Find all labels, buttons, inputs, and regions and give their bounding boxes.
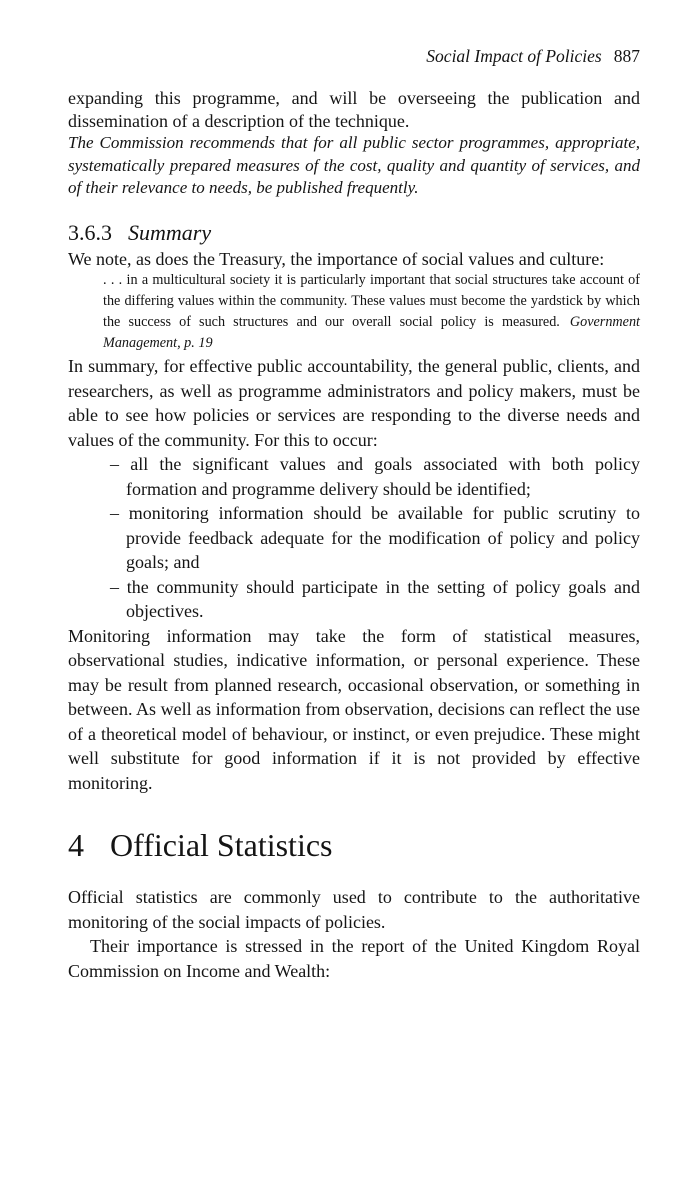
requirements-list xyxy=(110,452,640,624)
section-title: Summary xyxy=(128,219,212,245)
list-item: – all the significant values and goals associated with both policy formation and programme delivery should be identified; xyxy=(110,454,640,499)
section-number: 3.6.3 xyxy=(68,219,112,245)
paragraph-intro: expanding this programme, and will be overseeing the publication and dissemination of a description of the technique. xyxy=(68,88,640,131)
section-title: Official Statistics xyxy=(110,827,333,863)
page-body xyxy=(68,87,640,983)
quote-source: Government Management, p. 19 xyxy=(103,314,640,351)
section-heading-3-6-3 xyxy=(68,219,640,247)
paragraph-treasury: We note, as does the Treasury, the importance of social values and culture: xyxy=(68,248,605,269)
list-item: – the community should participate in the setting of policy goals and objectives. xyxy=(110,576,640,621)
paragraph-importance: Their importance is stressed in the report of the United Kingdom Royal Commission on Income and Wealth: xyxy=(68,936,640,981)
paragraph-official: Official statistics are commonly used to contribute to the authoritative monitoring of the social impacts of policies. xyxy=(68,887,640,932)
section-heading-4 xyxy=(68,825,640,865)
paragraph-monitoring: Monitoring information may take the form of statistical measures, observational studies, indicative information, or personal experience. These may be result from planned research, occasional observation, or something in between. As well as information from observation, decisions can reflect the use of a theoretical model of behaviour, or instinct, or even prejudice. These might well substitute for good information if it is not provided by effective monitoring. xyxy=(68,625,640,793)
running-header xyxy=(426,46,640,67)
commission-recommendation: The Commission recommends that for all public sector programmes, appropriate, systematically prepared measures of the cost, quality and quantity of services, and of their relevance to needs, be published frequently. xyxy=(68,133,640,197)
page-number: 887 xyxy=(613,46,640,66)
quote-text: . . . in a multicultural society it is particularly important that social structures take account of the differing values within the community. These values must become the yardstick by which the success of such structures and our overall social policy is measured. xyxy=(103,272,640,330)
running-title: Social Impact of Policies xyxy=(426,46,602,66)
block-quote xyxy=(103,270,640,354)
paragraph-summary: In summary, for effective public accountability, the general public, clients, and researchers, as well as programme administrators and policy makers, must be able to see how policies or services are responding to the diverse needs and values of the community. For this to occur: xyxy=(68,356,640,450)
section-number: 4 xyxy=(68,827,84,863)
list-item: – monitoring information should be available for public scrutiny to provide feedback adequate for the modification of policy and policy goals; and xyxy=(110,503,640,572)
